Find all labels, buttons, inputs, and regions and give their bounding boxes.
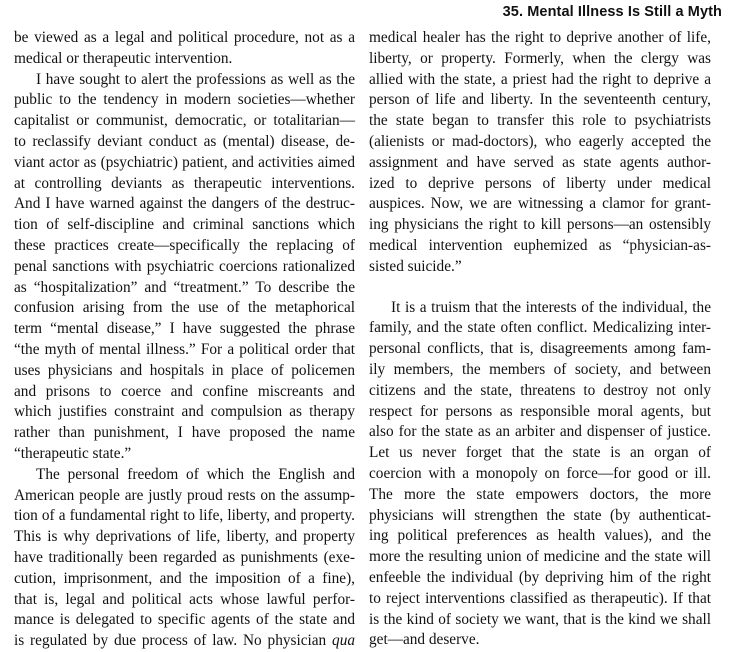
line-text: medical intervention euphemized as “physician-as- [369, 236, 711, 254]
line-text: is the kind of society we want, that is the kind we shall [369, 610, 711, 628]
line-text: tion of self-discipline and criminal sanctions which [14, 216, 355, 234]
line-text: uses physicians and hospitals in place of policemen [14, 361, 355, 379]
text-line [369, 257, 711, 278]
line-text: liberty, or property. Formerly, when the clergy was [369, 49, 711, 67]
line-text: which justifies constraint and compulsion as therapy [14, 403, 355, 421]
text-line [14, 361, 355, 382]
text-line [14, 111, 355, 132]
text-line [369, 174, 711, 195]
text-line [14, 90, 355, 111]
text-line [369, 402, 711, 423]
text-line [369, 568, 711, 589]
line-text: ily members, the members of society, and between [369, 360, 711, 378]
text-line [14, 486, 355, 507]
line-text: “the myth of mental illness.” For a political order that [14, 340, 355, 358]
line-text: This is why deprivations of life, liberty, and property [14, 528, 355, 546]
text-line [14, 548, 355, 569]
paragraph-1 [369, 28, 711, 278]
line-text: also for the state as an arbiter and dispenser of justice. [369, 423, 711, 441]
line-text: mance is delegated to specific agents of the state and [14, 611, 355, 629]
line-text: penal sanctions with psychiatric coercions rationalized [14, 257, 355, 275]
line-text: tion of a fundamental right to life, liberty, and property. [14, 507, 355, 525]
text-line [14, 444, 355, 465]
line-text: to reclassify deviant conduct as (mental) disease, de- [14, 132, 355, 150]
text-line [14, 610, 355, 631]
text-line [369, 111, 711, 132]
line-text: term “mental disease,” I have suggested the phrase [14, 320, 355, 338]
paragraph-gap [369, 278, 711, 298]
text-line [369, 485, 711, 506]
text-line [369, 90, 711, 111]
text-line [369, 28, 711, 49]
line-text: more the resulting union of medicine and the state will [369, 548, 711, 566]
text-line [369, 381, 711, 402]
line-text: And I have warned against the dangers of the destruc- [14, 195, 355, 213]
line-text: personal conflicts, that is, disagreements among fam- [369, 340, 711, 358]
line-text: cution, imprisonment, and the imposition of a fine), [14, 569, 355, 587]
line-text: to reject interventions classified as therapeutic). If that [369, 589, 711, 607]
text-line [14, 631, 355, 652]
text-line [14, 340, 355, 361]
line-text: The personal freedom of which the English and [36, 465, 355, 483]
line-text: coercion with a monopoly on force—for good or ill. [369, 464, 711, 482]
line-text: person of life and liberty. In the seventeenth century, [369, 91, 711, 109]
text-line [14, 49, 355, 70]
line-text: medical or therapeutic intervention. [14, 49, 233, 67]
line-text: sisted suicide.” [369, 257, 462, 275]
line-text: American people are justly proud rests on the assump- [14, 486, 355, 504]
line-text: have traditionally been regarded as punishments (exe- [14, 548, 355, 566]
text-line [14, 70, 355, 91]
text-line [14, 236, 355, 257]
italic-word: qua [332, 632, 355, 650]
right-column [369, 28, 711, 651]
text-line [14, 506, 355, 527]
line-text: rather than punishment, I have proposed the name [14, 424, 355, 442]
text-line [14, 423, 355, 444]
line-text: respect for persons as responsible moral agents, but [369, 402, 711, 420]
text-line [369, 132, 711, 153]
text-line [369, 339, 711, 360]
text-line [369, 547, 711, 568]
text-line [369, 443, 711, 464]
text-line [14, 278, 355, 299]
line-text: (alienists or mad-doctors), who eagerly accepted the [369, 132, 711, 150]
line-text: public to the tendency in modern societies—whether [14, 91, 355, 109]
line-text: The more the state empowers doctors, the more [369, 485, 711, 503]
left-column [14, 28, 355, 652]
line-text: viant actor as (psychiatric) patient, and activities aimed [14, 153, 355, 171]
line-text: confusion arising from the use of the metaphorical [14, 299, 355, 317]
line-text: medical healer has the right to deprive another of life, [369, 29, 711, 46]
text-line [14, 402, 355, 423]
line-text: physicians will strengthen the state (by authenticat- [369, 506, 711, 524]
line-text: “therapeutic state.” [14, 444, 132, 462]
line-text: allied with the state, a priest had the right to deprive a [369, 70, 711, 88]
line-text: that is, legal and political acts whose lawful perfor- [14, 590, 355, 608]
line-text: is regulated by due process of law. No physician [14, 632, 327, 650]
line-text: get—and deserve. [369, 631, 480, 649]
text-line [14, 590, 355, 611]
text-line [14, 319, 355, 340]
line-text: assignment and have served as state agents author- [369, 153, 711, 171]
text-line [369, 153, 711, 174]
line-text: be viewed as a legal and political procedure, not as a [14, 29, 355, 46]
line-text: as “hospitalization” and “treatment.” To describe the [14, 278, 355, 296]
text-line [369, 630, 711, 651]
text-line [14, 569, 355, 590]
text-line [369, 236, 711, 257]
line-text: I have sought to alert the professions as well as the [36, 70, 355, 88]
text-line [14, 298, 355, 319]
text-line [369, 610, 711, 631]
text-line [369, 526, 711, 547]
text-line [369, 422, 711, 443]
text-line [14, 215, 355, 236]
line-text: ized to deprive persons of liberty under medical [369, 174, 711, 192]
text-line [14, 132, 355, 153]
text-line [369, 464, 711, 485]
text-line [369, 506, 711, 527]
text-line [14, 382, 355, 403]
text-line [369, 70, 711, 91]
paragraph-2 [369, 298, 711, 652]
line-text: and prisons to coerce and confine miscreants and [14, 382, 355, 400]
text-line [14, 194, 355, 215]
text-line [14, 153, 355, 174]
line-text: ing political preferences as health values), and the [369, 527, 711, 545]
line-text: Let us never forget that the state is an organ of [369, 444, 711, 462]
line-text: the state began to transfer this role to psychiatrists [369, 112, 711, 130]
line-text: It is a truism that the interests of the individual, the [391, 298, 711, 316]
line-text: capitalist or communist, democratic, or totalitarian— [14, 112, 355, 130]
text-line [369, 589, 711, 610]
text-line [369, 49, 711, 70]
line-text: auspices. Now, we are witnessing a clamor for grant- [369, 195, 711, 213]
text-line [369, 298, 711, 319]
text-line [369, 215, 711, 236]
line-text: citizens and the state, threatens to destroy not only [369, 381, 711, 399]
line-text: family, and the state often conflict. Medicalizing inter- [369, 319, 711, 337]
text-line [14, 257, 355, 278]
running-header: 35. Mental Illness Is Still a Myth [502, 4, 722, 20]
text-line [369, 360, 711, 381]
text-line [14, 527, 355, 548]
line-text: enfeeble the individual (by depriving him of the right [369, 568, 711, 586]
text-line [14, 465, 355, 486]
text-line [369, 318, 711, 339]
line-text: at controlling deviants as therapeutic interventions. [14, 174, 355, 192]
line-text: these practices create—specifically the replacing of [14, 236, 355, 254]
text-line [14, 174, 355, 195]
text-line [14, 28, 355, 49]
text-line [369, 194, 711, 215]
line-text: ing physicians the right to kill persons—an ostensibly [369, 216, 711, 234]
